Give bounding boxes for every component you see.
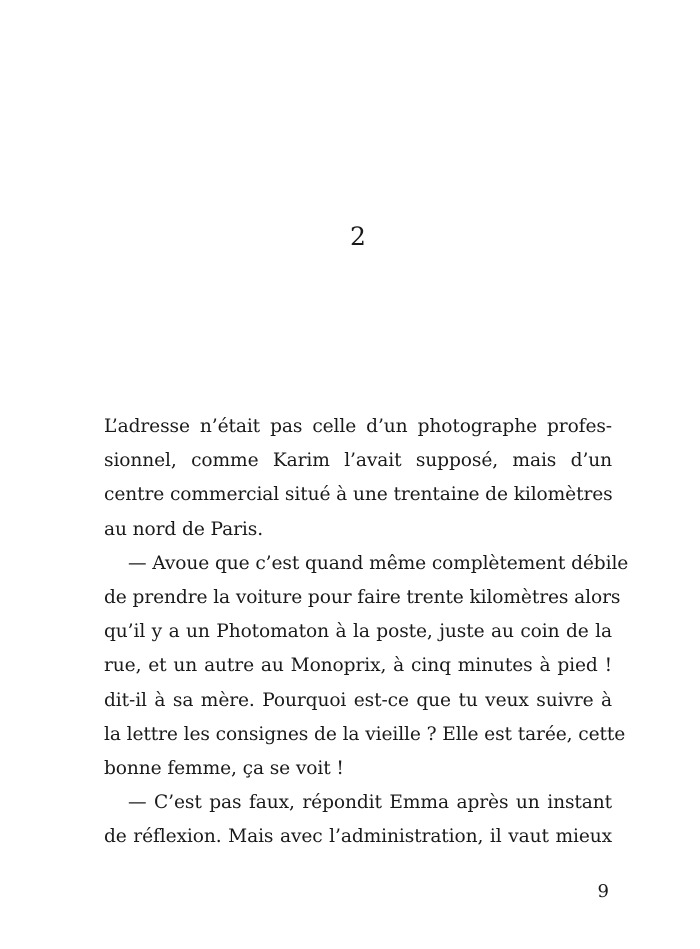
dialogue-line: — C’est pas faux, répondit Emma après un instant — [128, 792, 612, 814]
text-line: L’adresse n’était pas celle d’un photographe profes- — [104, 416, 612, 437]
body-text — [104, 410, 629, 854]
text-line: la lettre les consignes de la vieille ? Elle est tarée, cette — [104, 723, 626, 745]
text-line: au nord de Paris. — [104, 518, 264, 540]
text-line: centre commercial situé à une trentaine de kilomètres — [104, 484, 613, 506]
text-line: qu’il y a un Photomaton à la poste, juste au coin de la — [104, 621, 612, 643]
text-line: bonne femme, ça se voit ! — [104, 757, 344, 779]
page-number: 9 — [597, 881, 609, 902]
text-line: de prendre la voiture pour faire trente kilomètres alors — [104, 586, 621, 608]
chapter-number: 2 — [350, 222, 366, 251]
text-line: sionnel, comme Karim l’avait supposé, mais d’un — [104, 450, 612, 472]
dialogue-line: — Avoue que c’est quand même complètement débile — [128, 552, 629, 574]
text-line: dit-il à sa mère. Pourquoi est-ce que tu veux suivre à — [104, 689, 612, 711]
text-line: rue, et un autre au Monoprix, à cinq minutes à pied ! — [104, 655, 612, 677]
text-line: de réflexion. Mais avec l’administration, il vaut mieux — [104, 826, 612, 848]
